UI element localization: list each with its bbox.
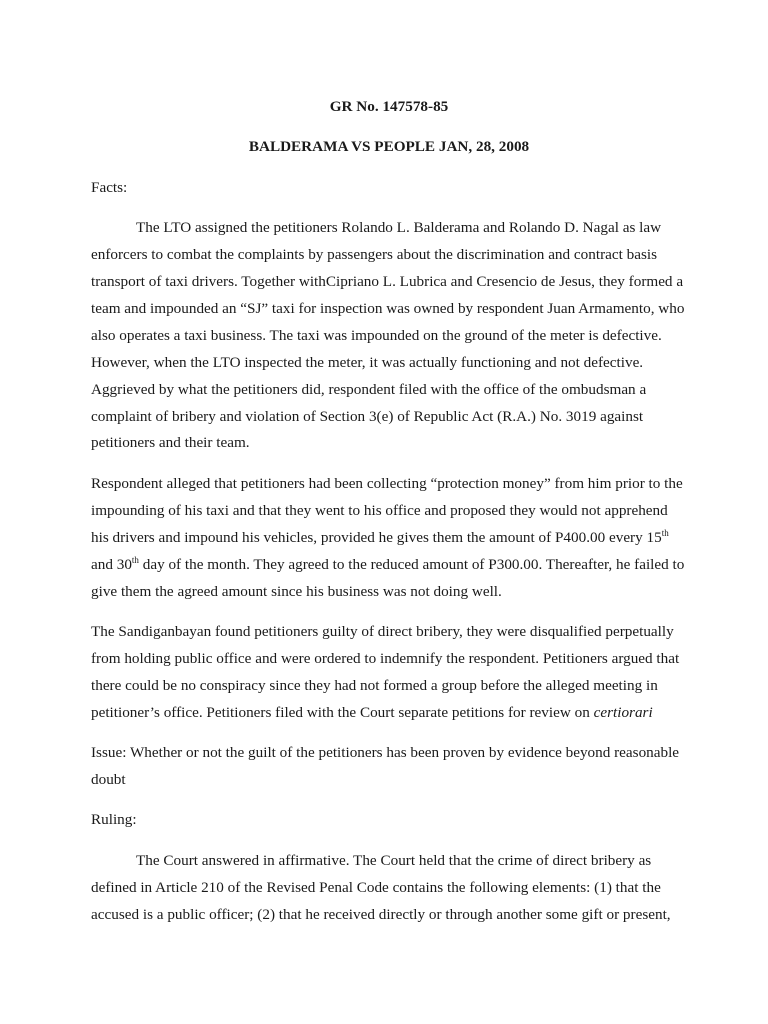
case-number-title: GR No. 147578-85 — [329, 98, 449, 115]
facts-paragraph-2-part-a: Respondent alleged that petitioners had been collecting “protection money” from him prior to the impounding of his taxi and that they went to his office and proposed they would not apprehend his drivers and impound his vehicles, provided he gives them the amount of P400.00 every 15 — [91, 474, 683, 546]
ordinal-suffix-30th: th — [131, 554, 139, 565]
facts-paragraph-2 — [91, 471, 687, 606]
facts-paragraph-2-part-c: day of the month. They agreed to the reduced amount of P300.00. Thereafter, he failed to give them the agreed amount since his business was not doing well. — [91, 555, 685, 600]
ordinal-suffix-15th: th — [661, 527, 669, 538]
issue-paragraph: Issue: Whether or not the guilt of the petitioners has been proven by evidence beyond reasonable doubt — [91, 744, 680, 788]
facts-paragraph-3-text: The Sandiganbayan found petitioners guilty of direct bribery, they were disqualified perpetually from holding public office and were ordered to indemnify the respondent. Petitioners argued that there could be no conspiracy since they had not formed a group before the alleged meeting in petitioner’s office. Petitioners filed with the Court separate petitions for review on — [91, 622, 680, 721]
ruling-heading: Ruling: — [91, 811, 137, 829]
facts-heading: Facts: — [91, 178, 128, 196]
certiorari-term: certiorari — [593, 703, 653, 721]
ruling-paragraph: The Court answered in affirmative. The Court held that the crime of direct bribery as defined in Article 210 of the Revised Penal Code contains the following elements: (1) that the accused is a public officer; (2) that he received directly or through another some gift or present, — [91, 851, 671, 923]
facts-paragraph-1: The LTO assigned the petitioners Rolando L. Balderama and Rolando D. Nagal as law enforcers to combat the complaints by passengers about the discrimination and contract basis transport of taxi drivers. Together withCipriano L. Lubrica and Cresencio de Jesus, they formed a team and impounded an “SJ” taxi for inspection was owned by respondent Juan Armamento, who also operates a taxi business. The taxi was impounded on the ground of the meter is defective. However, when the LTO inspected the meter, it was actually functioning and not defective. Aggrieved by what the petitioners did, respondent filed with the office of the ombudsman a complaint of bribery and violation of Section 3(e) of Republic Act (R.A.) No. 3019 against petitioners and their team. — [91, 219, 685, 452]
facts-paragraph-3 — [91, 619, 687, 727]
facts-paragraph-2-part-b: and 30 — [91, 555, 132, 573]
case-name-title: BALDERAMA VS PEOPLE JAN, 28, 2008 — [248, 138, 530, 156]
document-body — [91, 94, 687, 942]
